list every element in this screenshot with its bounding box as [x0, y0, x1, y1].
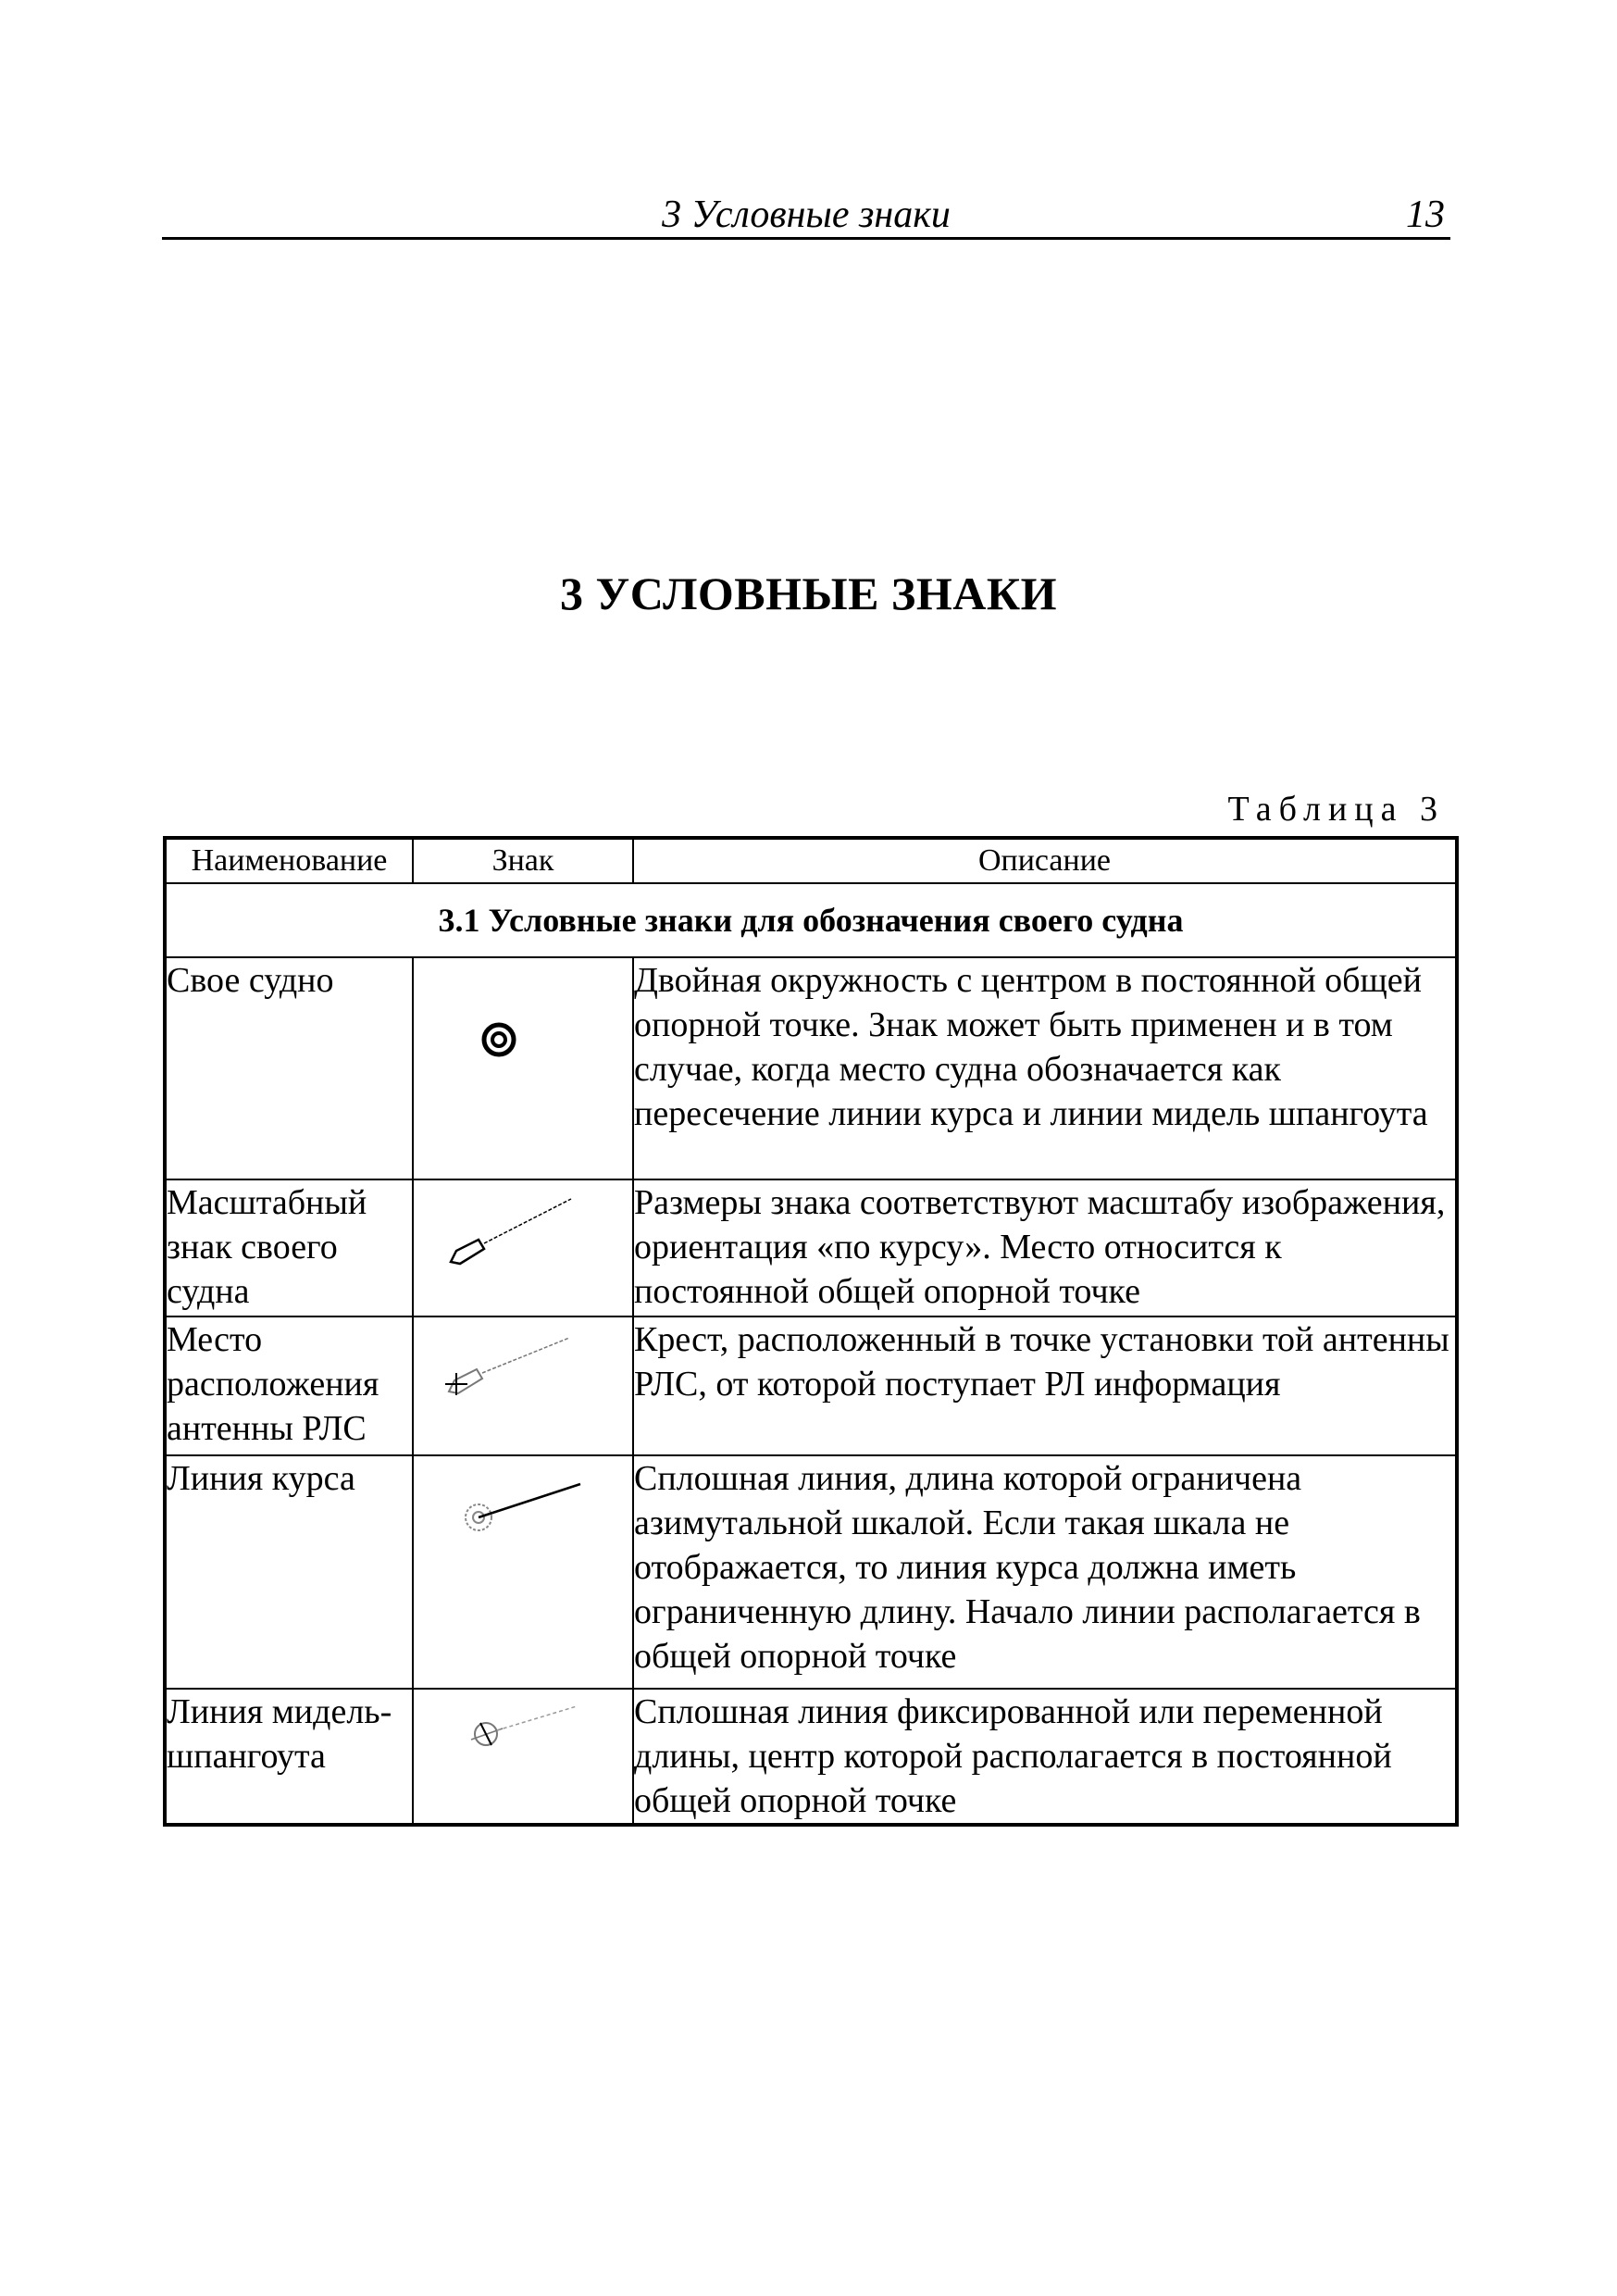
row-sign-cell — [413, 1689, 633, 1825]
table-row — [165, 1689, 1457, 1825]
row-sign-cell — [413, 1179, 633, 1316]
column-header-sign: Знак — [413, 838, 633, 883]
row-description: Размеры знака соответствуют масштабу изображения, ориентация «по курсу». Место относится к постоянной общей опорной точке — [633, 1179, 1457, 1316]
symbols-table — [163, 836, 1459, 1827]
table-row — [165, 1179, 1457, 1316]
radar-antenna-position-icon — [414, 1317, 632, 1454]
row-name: Линия курса — [165, 1455, 413, 1689]
row-sign-cell — [413, 1316, 633, 1455]
chapter-title: 3 УСЛОВНЫЕ ЗНАКИ — [560, 568, 1057, 619]
table-section-row — [165, 883, 1457, 957]
table-section-title: 3.1 Условные знаки для обозначения своего судна — [165, 883, 1457, 957]
row-name: Место расположения антенны РЛС — [165, 1316, 413, 1455]
row-description: Двойная окружность с центром в постоянной общей опорной точке. Знак может быть применен и в том случае, когда место судна обозначается как пересечение линии курса и линии мидель шпангоута — [633, 957, 1457, 1179]
double-circle-icon — [414, 958, 632, 1177]
beam-line-icon — [414, 1690, 632, 1817]
table-row — [165, 957, 1457, 1179]
running-header — [162, 185, 1450, 240]
row-name: Линия мидель-шпангоута — [165, 1689, 413, 1825]
table-row — [165, 1316, 1457, 1455]
row-sign-cell — [413, 1455, 633, 1689]
table-header-row — [165, 838, 1457, 883]
column-header-description: Описание — [633, 838, 1457, 883]
row-sign-cell — [413, 957, 633, 1179]
row-description: Сплошная линия фиксированной или переменной длины, центр которой располагается в постоянной общей опорной точке — [633, 1689, 1457, 1825]
table-caption: Таблица 3 — [1227, 790, 1445, 829]
row-name: Масштабный знак своего судна — [165, 1179, 413, 1316]
running-header-section: 3 Условные знаки — [662, 193, 951, 236]
table-row — [165, 1455, 1457, 1689]
row-description: Сплошная линия, длина которой ограничена азимутальной шкалой. Если такая шкала не отображается, то линия курса должна иметь ограниченную длину. Начало линии располагается в общей опорной точке — [633, 1455, 1457, 1689]
heading-line-icon — [414, 1456, 632, 1688]
page-number: 13 — [1406, 193, 1445, 236]
scaled-ship-icon — [414, 1180, 632, 1316]
row-description: Крест, расположенный в точке установки той антенны РЛС, от которой поступает РЛ информация — [633, 1316, 1457, 1455]
column-header-name: Наименование — [165, 838, 413, 883]
row-name: Свое судно — [165, 957, 413, 1179]
